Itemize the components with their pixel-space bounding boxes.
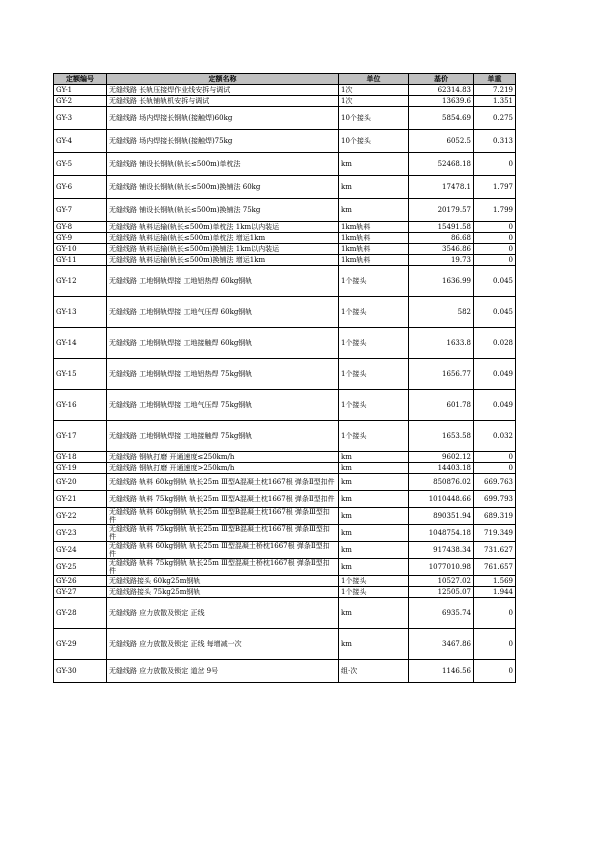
cell-unit: 1个接头 xyxy=(339,328,409,359)
cell-price: 1633.8 xyxy=(409,328,474,359)
table-row xyxy=(54,233,516,244)
header-unit: 单位 xyxy=(339,74,409,85)
cell-name: 无缝线路 工地钢轨焊接 工地接触焊 60kg钢轨 xyxy=(107,328,339,359)
cell-code: GY-7 xyxy=(54,199,107,222)
cell-name: 无缝线路 应力放散及锁定 道岔 9号 xyxy=(107,660,339,683)
cell-name: 无缝线路 钢轨打磨 开通速度≤250km/h xyxy=(107,452,339,463)
table-row xyxy=(54,266,516,297)
cell-weight: 0 xyxy=(474,244,516,255)
cell-weight: 0 xyxy=(474,660,516,683)
cell-code: GY-21 xyxy=(54,491,107,508)
cell-weight: 0 xyxy=(474,463,516,474)
table-row xyxy=(54,598,516,629)
table-row xyxy=(54,491,516,508)
quota-table xyxy=(53,73,516,683)
cell-code: GY-11 xyxy=(54,255,107,266)
cell-name: 无缝线路 工地钢轨焊接 工地铝热焊 75kg钢轨 xyxy=(107,359,339,390)
cell-price: 15491.58 xyxy=(409,222,474,233)
cell-price: 582 xyxy=(409,297,474,328)
cell-name: 无缝线路 长轨压接焊作业线安拆与调试 xyxy=(107,85,339,96)
cell-price: 19.73 xyxy=(409,255,474,266)
cell-price: 1653.58 xyxy=(409,421,474,452)
cell-price: 6052.5 xyxy=(409,130,474,153)
cell-weight: 731.627 xyxy=(474,542,516,559)
cell-weight: 0 xyxy=(474,153,516,176)
cell-unit: 1个接头 xyxy=(339,266,409,297)
cell-unit: km xyxy=(339,598,409,629)
cell-price: 5854.69 xyxy=(409,107,474,130)
cell-unit: km xyxy=(339,508,409,525)
cell-unit: 1km轨料 xyxy=(339,233,409,244)
table-body xyxy=(54,85,516,683)
cell-code: GY-16 xyxy=(54,390,107,421)
cell-name: 无缝线路 工地钢轨焊接 工地铝热焊 60kg钢轨 xyxy=(107,266,339,297)
cell-price: 1656.77 xyxy=(409,359,474,390)
header-code: 定额编号 xyxy=(54,74,107,85)
cell-name: 无缝线路 应力放散及锁定 正线 每增减一次 xyxy=(107,629,339,660)
cell-price: 601.78 xyxy=(409,390,474,421)
cell-price: 6935.74 xyxy=(409,598,474,629)
cell-unit: km xyxy=(339,176,409,199)
cell-weight: 1.799 xyxy=(474,199,516,222)
cell-weight: 761.657 xyxy=(474,559,516,576)
cell-price: 52468.18 xyxy=(409,153,474,176)
table-row xyxy=(54,421,516,452)
table-row xyxy=(54,199,516,222)
cell-price: 3546.86 xyxy=(409,244,474,255)
cell-weight: 0 xyxy=(474,629,516,660)
cell-name: 无缝线路 轨料 60kg钢轨 轨长25m Ⅲ型A混凝土枕1667根 弹条Ⅱ型扣件 xyxy=(107,474,339,491)
table-row xyxy=(54,176,516,199)
cell-weight: 0.049 xyxy=(474,359,516,390)
cell-code: GY-30 xyxy=(54,660,107,683)
cell-code: GY-9 xyxy=(54,233,107,244)
header-price: 基价 xyxy=(409,74,474,85)
cell-price: 62314.83 xyxy=(409,85,474,96)
cell-name: 无缝线路 轨料 60kg钢轨 轨长25m Ⅲ型混凝土桥枕1667根 弹条Ⅱ型扣件 xyxy=(107,542,339,559)
cell-price: 17478.1 xyxy=(409,176,474,199)
table-row xyxy=(54,587,516,598)
cell-price: 3467.86 xyxy=(409,629,474,660)
table-row xyxy=(54,474,516,491)
cell-unit: 10个接头 xyxy=(339,130,409,153)
table-row xyxy=(54,297,516,328)
cell-name: 无缝线路 工地钢轨焊接 工地气压焊 60kg钢轨 xyxy=(107,297,339,328)
table-row xyxy=(54,525,516,542)
table-row xyxy=(54,390,516,421)
cell-weight: 7.219 xyxy=(474,85,516,96)
cell-code: GY-17 xyxy=(54,421,107,452)
cell-unit: km xyxy=(339,153,409,176)
cell-name: 无缝线路 场内焊接长钢轨(接触焊)75kg xyxy=(107,130,339,153)
cell-unit: km xyxy=(339,199,409,222)
table-row xyxy=(54,130,516,153)
table-row xyxy=(54,107,516,130)
cell-code: GY-18 xyxy=(54,452,107,463)
cell-name: 无缝线路 工地钢轨焊接 工地气压焊 75kg钢轨 xyxy=(107,390,339,421)
cell-code: GY-19 xyxy=(54,463,107,474)
cell-weight: 0.313 xyxy=(474,130,516,153)
cell-code: GY-29 xyxy=(54,629,107,660)
cell-code: GY-25 xyxy=(54,559,107,576)
table-header xyxy=(54,74,516,85)
cell-code: GY-15 xyxy=(54,359,107,390)
cell-unit: km xyxy=(339,463,409,474)
table-row xyxy=(54,85,516,96)
cell-name: 无缝线路 钢轨打磨 开通速度>250km/h xyxy=(107,463,339,474)
cell-name: 无缝线路 轨料 75kg钢轨 轨长25m Ⅲ型A混凝土枕1667根 弹条Ⅱ型扣件 xyxy=(107,491,339,508)
cell-weight: 0.275 xyxy=(474,107,516,130)
cell-unit: km xyxy=(339,474,409,491)
cell-weight: 0.045 xyxy=(474,297,516,328)
cell-price: 1010448.66 xyxy=(409,491,474,508)
cell-weight: 0.032 xyxy=(474,421,516,452)
cell-weight: 689.319 xyxy=(474,508,516,525)
cell-code: GY-1 xyxy=(54,85,107,96)
cell-name: 无缝线路 轨料运输(轨长≤500m)换铺法 增运1km xyxy=(107,255,339,266)
cell-price: 850876.02 xyxy=(409,474,474,491)
cell-name: 无缝线路 轨料运输(轨长≤500m)换铺法 1km以内装运 xyxy=(107,244,339,255)
table-row xyxy=(54,96,516,107)
cell-code: GY-20 xyxy=(54,474,107,491)
cell-weight: 0.045 xyxy=(474,266,516,297)
cell-price: 12505.07 xyxy=(409,587,474,598)
cell-code: GY-2 xyxy=(54,96,107,107)
cell-price: 14403.18 xyxy=(409,463,474,474)
cell-unit: 1个接头 xyxy=(339,359,409,390)
cell-code: GY-14 xyxy=(54,328,107,359)
table-row xyxy=(54,153,516,176)
table-row xyxy=(54,559,516,576)
cell-unit: 1km轨料 xyxy=(339,255,409,266)
cell-name: 无缝线路 工地钢轨焊接 工地接触焊 75kg钢轨 xyxy=(107,421,339,452)
cell-code: GY-24 xyxy=(54,542,107,559)
cell-code: GY-27 xyxy=(54,587,107,598)
table-row xyxy=(54,576,516,587)
table-row xyxy=(54,542,516,559)
table-row xyxy=(54,660,516,683)
cell-unit: km xyxy=(339,491,409,508)
header-name: 定额名称 xyxy=(107,74,339,85)
cell-code: GY-26 xyxy=(54,576,107,587)
cell-price: 20179.57 xyxy=(409,199,474,222)
table-row xyxy=(54,452,516,463)
cell-unit: 1次 xyxy=(339,96,409,107)
table-row xyxy=(54,244,516,255)
cell-unit: km xyxy=(339,525,409,542)
cell-name: 无缝线路接头 75kg25m钢轨 xyxy=(107,587,339,598)
cell-unit: 1个接头 xyxy=(339,576,409,587)
cell-name: 无缝线路 轨料 60kg钢轨 轨长25m Ⅲ型B混凝土枕1667根 弹条Ⅲ型扣件 xyxy=(107,508,339,525)
cell-unit: 1km轨料 xyxy=(339,222,409,233)
cell-name: 无缝线路 轨料 75kg钢轨 轨长25m Ⅲ型混凝土桥枕1667根 弹条Ⅱ型扣件 xyxy=(107,559,339,576)
cell-unit: km xyxy=(339,452,409,463)
cell-unit: km xyxy=(339,559,409,576)
cell-code: GY-10 xyxy=(54,244,107,255)
cell-price: 1636.99 xyxy=(409,266,474,297)
cell-weight: 699.793 xyxy=(474,491,516,508)
cell-code: GY-28 xyxy=(54,598,107,629)
cell-price: 10527.02 xyxy=(409,576,474,587)
cell-unit: 组·次 xyxy=(339,660,409,683)
table-row xyxy=(54,508,516,525)
cell-name: 无缝线路 铺设长钢轨(轨长≤500m)换铺法 60kg xyxy=(107,176,339,199)
cell-price: 1146.56 xyxy=(409,660,474,683)
cell-code: GY-23 xyxy=(54,525,107,542)
table-row xyxy=(54,359,516,390)
cell-unit: 10个接头 xyxy=(339,107,409,130)
cell-weight: 0 xyxy=(474,255,516,266)
cell-code: GY-13 xyxy=(54,297,107,328)
cell-unit: 1个接头 xyxy=(339,297,409,328)
cell-weight: 0.028 xyxy=(474,328,516,359)
cell-unit: km xyxy=(339,542,409,559)
cell-name: 无缝线路 轨料运输(轨长≤500m)单枕法 1km以内装运 xyxy=(107,222,339,233)
cell-unit: 1次 xyxy=(339,85,409,96)
table-row xyxy=(54,629,516,660)
cell-name: 无缝线路 轨料运输(轨长≤500m)单枕法 增运1km xyxy=(107,233,339,244)
cell-weight: 0 xyxy=(474,222,516,233)
table-row xyxy=(54,222,516,233)
cell-name: 无缝线路 长轨铺轨机安拆与调试 xyxy=(107,96,339,107)
cell-weight: 719.349 xyxy=(474,525,516,542)
cell-code: GY-4 xyxy=(54,130,107,153)
cell-weight: 0 xyxy=(474,233,516,244)
cell-price: 917438.34 xyxy=(409,542,474,559)
table-row xyxy=(54,463,516,474)
header-weight: 单重 xyxy=(474,74,516,85)
cell-code: GY-12 xyxy=(54,266,107,297)
cell-code: GY-22 xyxy=(54,508,107,525)
cell-weight: 1.351 xyxy=(474,96,516,107)
cell-weight: 0.049 xyxy=(474,390,516,421)
cell-unit: km xyxy=(339,629,409,660)
cell-name: 无缝线路 铺设长钢轨(轨长≤500m)单枕法 xyxy=(107,153,339,176)
cell-code: GY-8 xyxy=(54,222,107,233)
cell-name: 无缝线路接头 60kg25m钢轨 xyxy=(107,576,339,587)
cell-weight: 1.797 xyxy=(474,176,516,199)
cell-unit: 1个接头 xyxy=(339,587,409,598)
cell-name: 无缝线路 铺设长钢轨(轨长≤500m)换铺法 75kg xyxy=(107,199,339,222)
cell-unit: 1km轨料 xyxy=(339,244,409,255)
cell-unit: 1个接头 xyxy=(339,390,409,421)
table-row xyxy=(54,255,516,266)
cell-name: 无缝线路 场内焊接长钢轨(接触焊)60kg xyxy=(107,107,339,130)
header-row xyxy=(54,74,516,85)
cell-price: 13639.6 xyxy=(409,96,474,107)
cell-code: GY-5 xyxy=(54,153,107,176)
cell-weight: 1.944 xyxy=(474,587,516,598)
cell-name: 无缝线路 轨料 75kg钢轨 轨长25m Ⅲ型B混凝土枕1667根 弹条Ⅲ型扣件 xyxy=(107,525,339,542)
cell-price: 86.68 xyxy=(409,233,474,244)
cell-price: 1077010.98 xyxy=(409,559,474,576)
table-row xyxy=(54,328,516,359)
cell-name: 无缝线路 应力放散及锁定 正线 xyxy=(107,598,339,629)
cell-code: GY-6 xyxy=(54,176,107,199)
cell-weight: 0 xyxy=(474,452,516,463)
cell-unit: 1个接头 xyxy=(339,421,409,452)
cell-weight: 0 xyxy=(474,598,516,629)
cell-code: GY-3 xyxy=(54,107,107,130)
cell-price: 9602.12 xyxy=(409,452,474,463)
cell-weight: 1.569 xyxy=(474,576,516,587)
cell-weight: 669.763 xyxy=(474,474,516,491)
cell-price: 1048754.18 xyxy=(409,525,474,542)
cell-price: 890351.94 xyxy=(409,508,474,525)
